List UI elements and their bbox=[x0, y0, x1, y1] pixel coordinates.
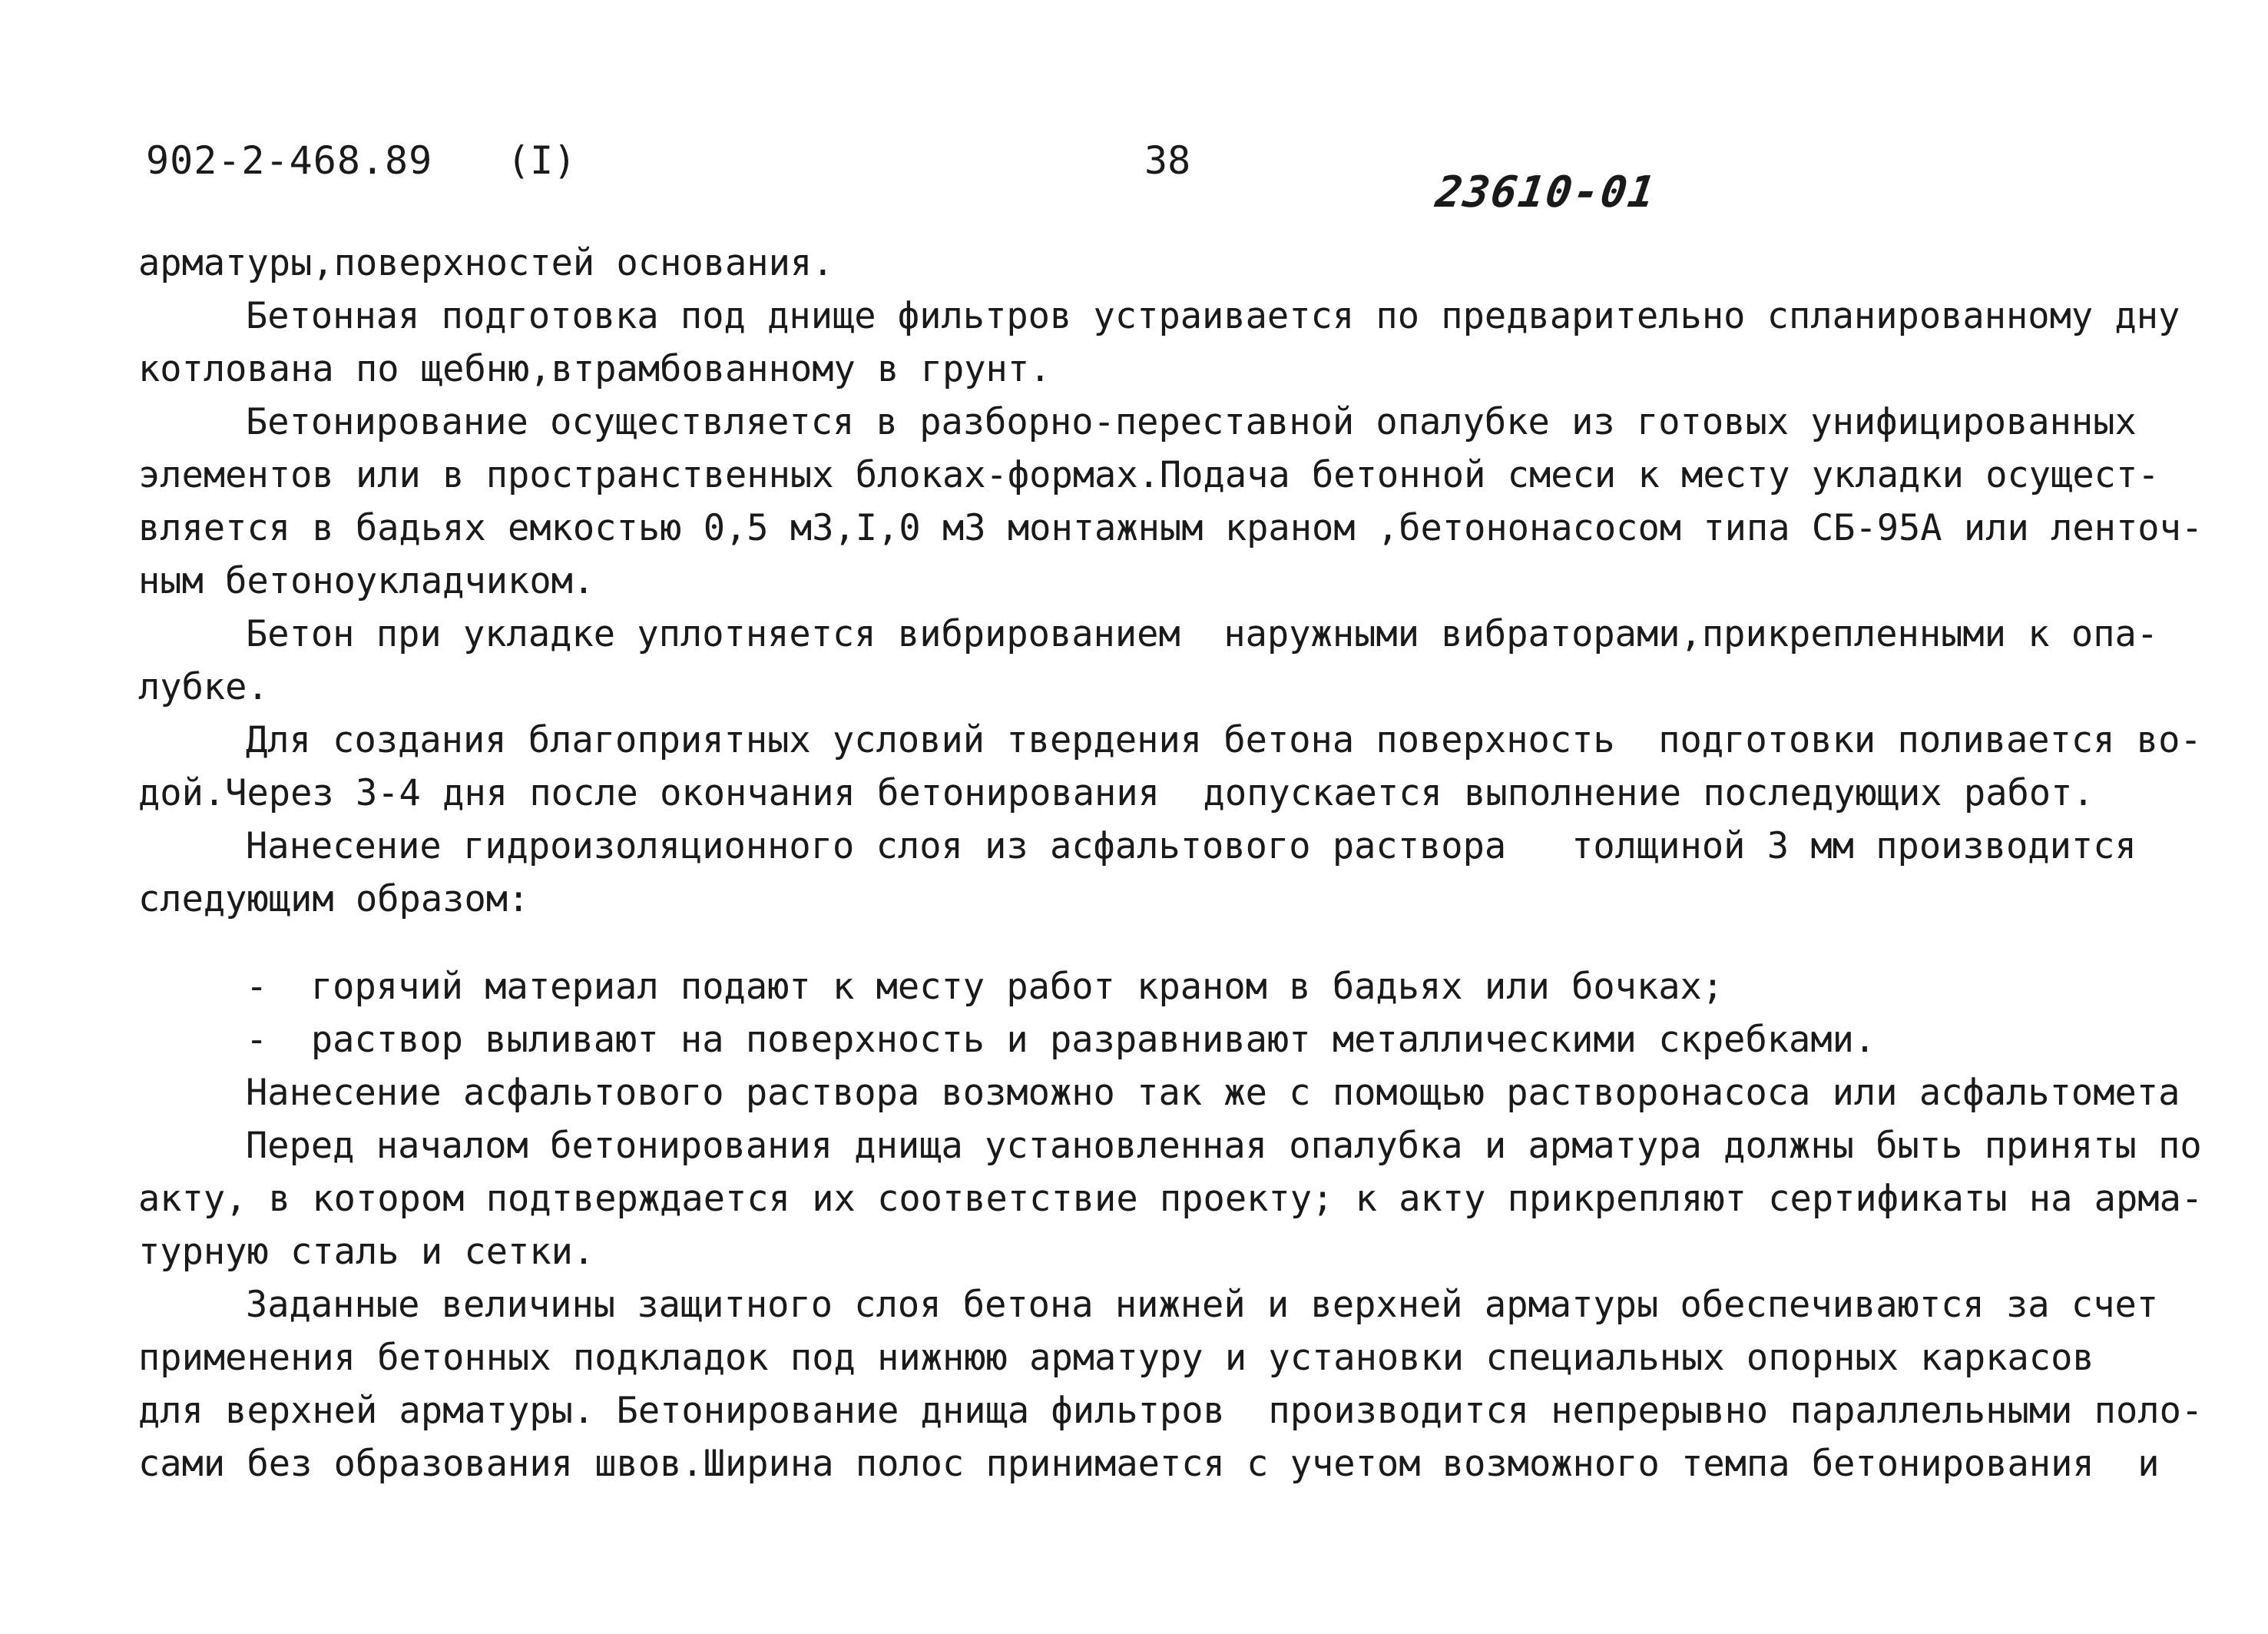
paragraph-line: Нанесение асфальтового раствора возможно так же с помощью растворонасоса или асфальтомета bbox=[246, 1072, 2180, 1114]
paragraph-line: Бетонирование осуществляется в разборно-переставной опалубке из готовых унифицированных bbox=[246, 401, 2137, 443]
section-number: (I) bbox=[507, 138, 577, 183]
spacer bbox=[138, 926, 2158, 960]
paragraph-line: следующим образом: bbox=[138, 878, 530, 920]
paragraph-line: ным бетоноукладчиком. bbox=[138, 560, 595, 602]
paragraph-line: вляется в бадьях емкостью 0,5 м3,I,0 м3 монтажным краном ,бетононасосом типа СБ-95А или ленточ- bbox=[138, 507, 2203, 549]
paragraph-line: дой.Через 3-4 дня после окончания бетонирования допускается выполнение последующих работ. bbox=[138, 772, 2094, 814]
inventory-stamp: 23610-01 bbox=[1432, 167, 1660, 217]
bullet-item: - горячий материал подают к месту работ краном в бадьях или бочках; bbox=[246, 966, 1724, 1008]
paragraph-line: Заданные величины защитного слоя бетона нижней и верхней арматуры обеспечиваются за счет bbox=[246, 1284, 2159, 1326]
paragraph-line: Бетонная подготовка под днище фильтров устраивается по предварительно спланированному дну bbox=[246, 295, 2180, 337]
paragraph-line: лубке. bbox=[138, 666, 269, 708]
paragraph-line: Для создания благоприятных условий твердения бетона поверхность подготовки поливается во- bbox=[246, 719, 2202, 761]
paragraph-line: арматуры,поверхностей основания. bbox=[138, 242, 834, 284]
paragraph-line: элементов или в пространственных блоках-формах.Подача бетонной смеси к месту укладки осущест- bbox=[138, 454, 2160, 496]
paragraph-line: акту, в котором подтверждается их соответствие проекту; к акту прикрепляют сертификаты на арма- bbox=[138, 1178, 2203, 1220]
paragraph-line: Бетон при укладке уплотняется вибрированием наружными вибраторами,прикрепленными к опа- bbox=[246, 613, 2159, 655]
page-number: 38 bbox=[1144, 138, 1191, 183]
bullet-item: - раствор выливают на поверхность и разравнивают металлическими скребками. bbox=[246, 1019, 1876, 1061]
paragraph-line: турную сталь и сетки. bbox=[138, 1231, 595, 1273]
paragraph-line: применения бетонных подкладок под нижнюю арматуру и установки специальных опорных каркасов bbox=[138, 1337, 2094, 1379]
document-body bbox=[138, 237, 2203, 1490]
paragraph-line: Нанесение гидроизоляционного слоя из асфальтового раствора толщиной 3 мм производится bbox=[246, 825, 2137, 867]
paragraph-line: котлована по щебню,втрамбованному в грунт. bbox=[138, 348, 1051, 390]
paragraph-line: Перед началом бетонирования днища установленная опалубка и арматура должны быть приняты по bbox=[246, 1125, 2202, 1167]
paragraph-line: сами без образования швов.Ширина полос принимается с учетом возможного темпа бетонирования и bbox=[138, 1443, 2160, 1485]
doc-code: 902-2-468.89 bbox=[146, 138, 433, 183]
paragraph-line: для верхней арматуры. Бетонирование днища фильтров производится непрерывно параллельными поло- bbox=[138, 1390, 2203, 1432]
